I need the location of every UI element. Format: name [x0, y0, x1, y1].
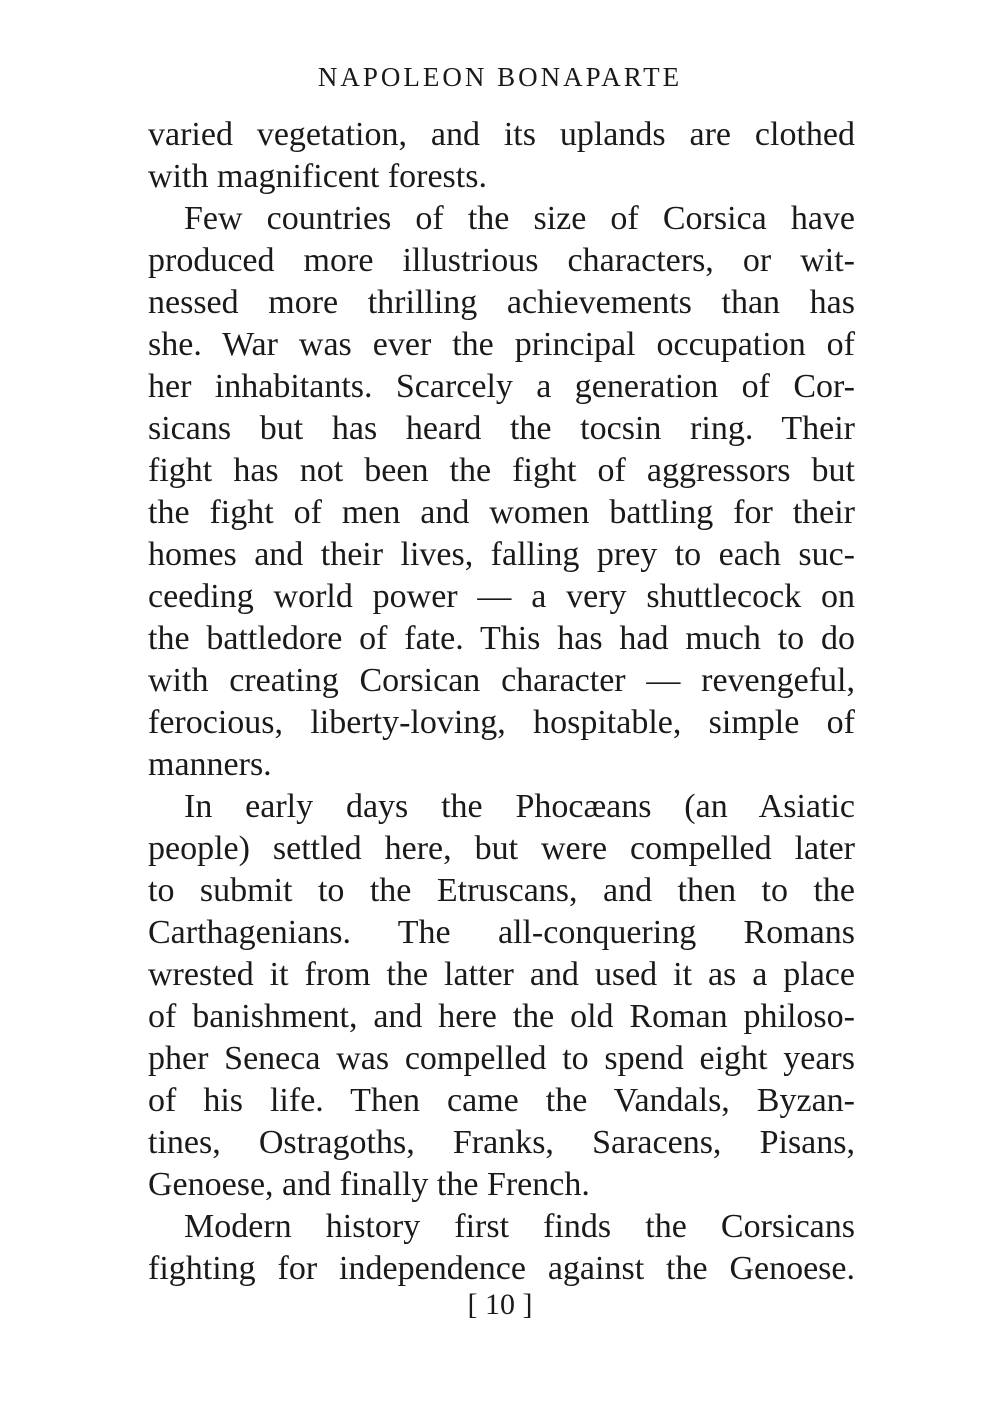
- text-line: produced more illustrious characters, or wit-: [148, 242, 855, 279]
- text-line: with magnificent forests.: [148, 158, 487, 195]
- text-line: wrested it from the latter and used it as a place: [148, 956, 855, 993]
- text-line: sicans but has heard the tocsin ring. Their: [148, 410, 855, 447]
- text-line: ferocious, liberty-loving, hospitable, simple of: [148, 704, 855, 741]
- text-line: tines, Ostragoths, Franks, Saracens, Pisans,: [148, 1124, 855, 1161]
- text-line: Genoese, and finally the French.: [148, 1166, 590, 1203]
- body-text: [148, 114, 855, 1290]
- text-line: ceeding world power — a very shuttlecock on: [148, 578, 855, 615]
- text-line: her inhabitants. Scarcely a generation of Cor-: [148, 368, 855, 405]
- text-line: of his life. Then came the Vandals, Byzan-: [148, 1082, 855, 1119]
- text-line: to submit to the Etruscans, and then to the: [148, 872, 855, 909]
- text-line: with creating Corsican character — revengeful,: [148, 662, 855, 699]
- page-number: [ 10 ]: [467, 1288, 533, 1321]
- paragraph-first-line: Modern history first finds the Corsicans: [184, 1208, 855, 1245]
- text-line: Carthagenians. The all-conquering Romans: [148, 914, 855, 951]
- text-line: pher Seneca was compelled to spend eight years: [148, 1040, 855, 1077]
- running-head: NAPOLEON BONAPARTE: [317, 62, 683, 92]
- text-line: varied vegetation, and its uplands are clothed: [148, 116, 855, 153]
- text-line: manners.: [148, 746, 272, 783]
- paragraph-first-line: Few countries of the size of Corsica have: [184, 200, 855, 237]
- paragraph-first-line: In early days the Phocæans (an Asiatic: [184, 788, 855, 825]
- text-line: she. War was ever the principal occupation of: [148, 326, 855, 363]
- text-line: the fight of men and women battling for their: [148, 494, 855, 531]
- text-line: homes and their lives, falling prey to each suc-: [148, 536, 855, 573]
- text-line: fighting for independence against the Genoese.: [148, 1250, 855, 1287]
- text-line: of banishment, and here the old Roman philoso-: [148, 998, 855, 1035]
- text-line: fight has not been the fight of aggressors but: [148, 452, 855, 489]
- text-line: people) settled here, but were compelled later: [148, 830, 855, 867]
- text-line: the battledore of fate. This has had much to do: [148, 620, 855, 657]
- text-line: nessed more thrilling achievements than has: [148, 284, 855, 321]
